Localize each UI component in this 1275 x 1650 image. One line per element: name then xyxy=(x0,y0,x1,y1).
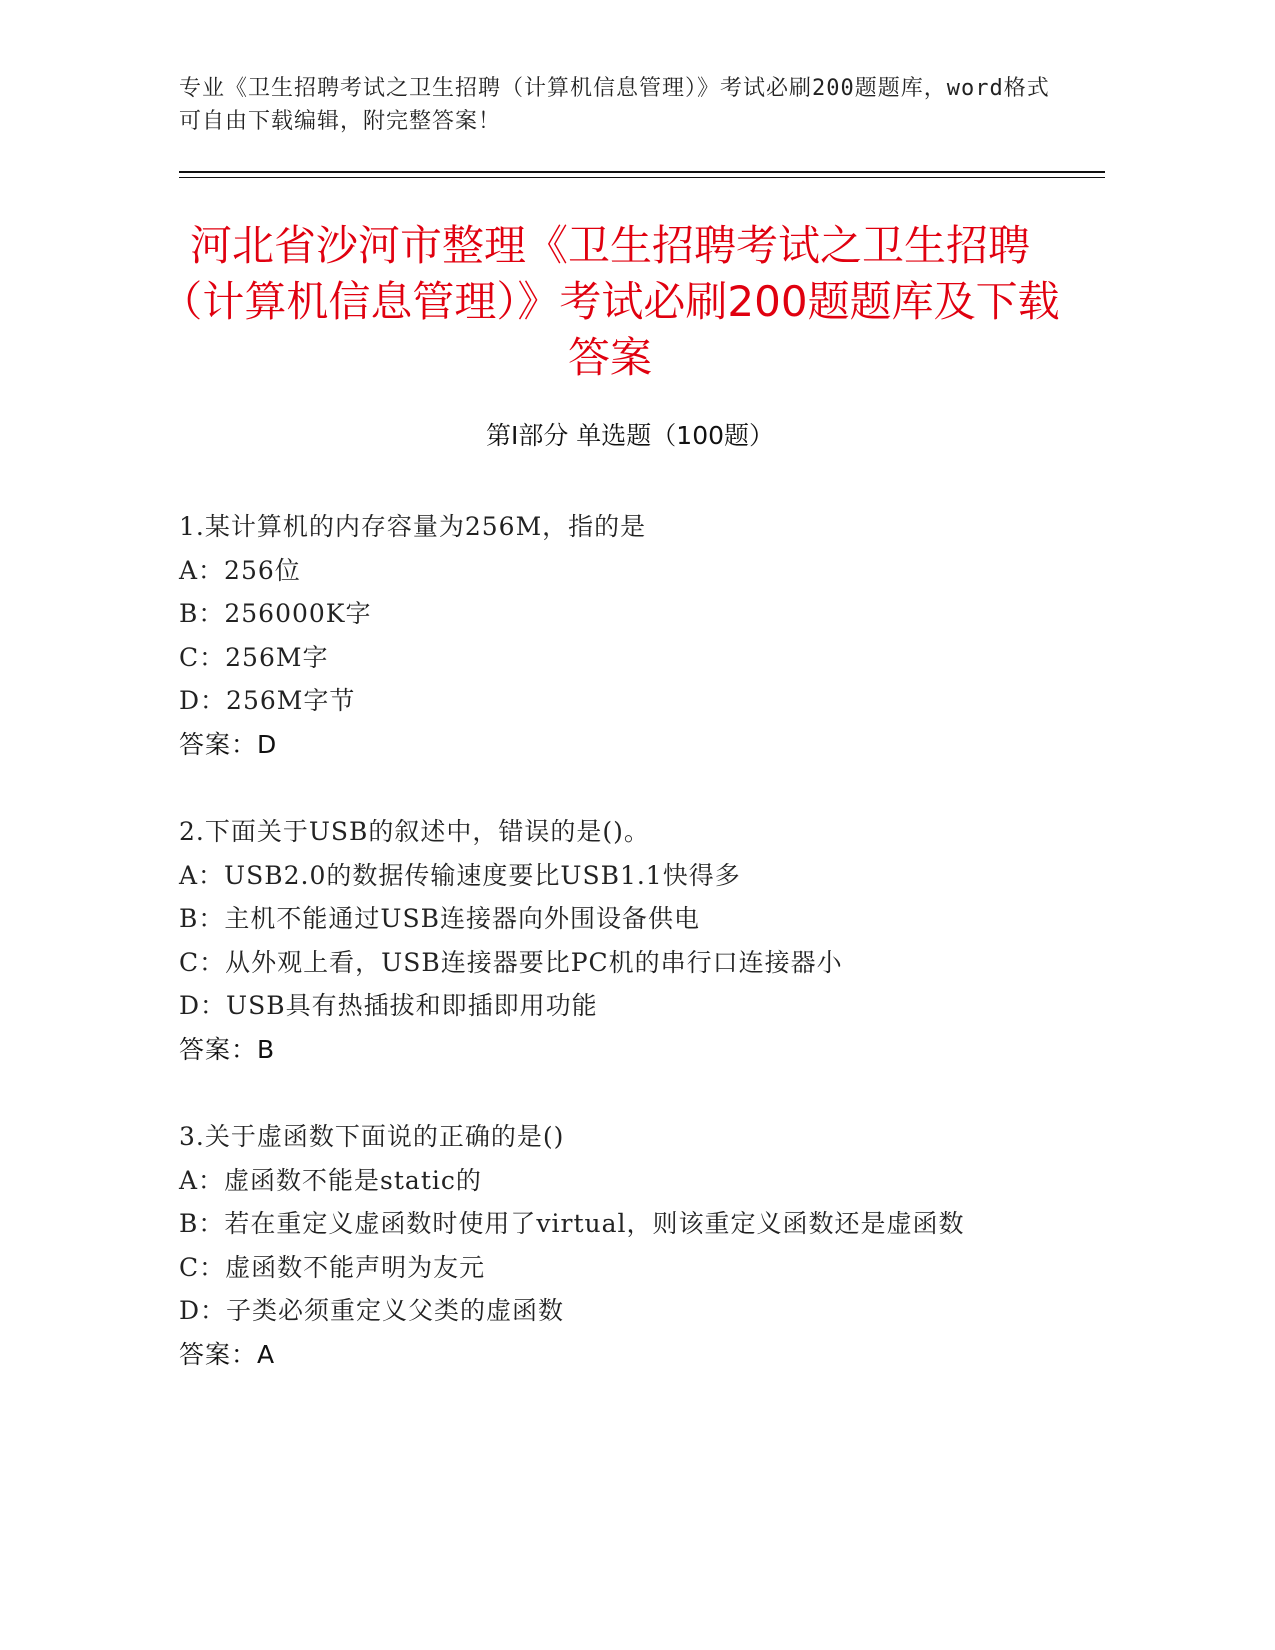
option-b: B：主机不能通过USB连接器向外围设备供电 xyxy=(179,904,700,933)
option-c: C：虚函数不能声明为友元 xyxy=(179,1252,486,1282)
question-stem: 1.某计算机的内存容量为256M，指的是 xyxy=(179,512,647,541)
question-item xyxy=(179,505,1109,766)
option-c: C：从外观上看，USB连接器要比PC机的串行口连接器小 xyxy=(179,947,843,977)
option-b: B：256000K字 xyxy=(179,599,372,628)
question-list xyxy=(179,505,1109,1420)
option-d: D：256M字节 xyxy=(179,686,356,715)
option-d: D：USB具有热插拔和即插即用功能 xyxy=(179,991,598,1020)
question-item xyxy=(179,1115,1109,1376)
question-stem: 3.关于虚函数下面说的正确的是() xyxy=(179,1122,565,1151)
answer-line: 答案：A xyxy=(179,1339,276,1369)
option-a: A：虚函数不能是static的 xyxy=(179,1165,482,1195)
header-divider-thick xyxy=(179,171,1105,173)
header-divider-thin xyxy=(179,177,1105,178)
option-c: C：256M字 xyxy=(179,642,329,672)
question-stem: 2.下面关于USB的叙述中，错误的是()。 xyxy=(179,817,650,846)
option-b: B：若在重定义虚函数时使用了virtual，则该重定义函数还是虚函数 xyxy=(179,1209,965,1238)
answer-line: 答案：D xyxy=(179,729,278,759)
option-a: A：256位 xyxy=(179,555,301,585)
section-heading: 第Ⅰ部分 单选题（100题） xyxy=(485,421,775,450)
answer-line: 答案：B xyxy=(179,1034,276,1064)
document-title: 河北省沙河市整理《卫生招聘考试之卫生招聘（计算机信息管理）》考试必刷200题题库及下载答案 xyxy=(160,221,1060,382)
option-d: D：子类必须重定义父类的虚函数 xyxy=(179,1296,565,1325)
header-note: 专业《卫生招聘考试之卫生招聘（计算机信息管理）》考试必刷200题题库，word格式可自由下载编辑，附完整答案！ xyxy=(179,76,1050,134)
option-a: A：USB2.0的数据传输速度要比USB1.1快得多 xyxy=(179,860,741,890)
question-item xyxy=(179,810,1109,1071)
